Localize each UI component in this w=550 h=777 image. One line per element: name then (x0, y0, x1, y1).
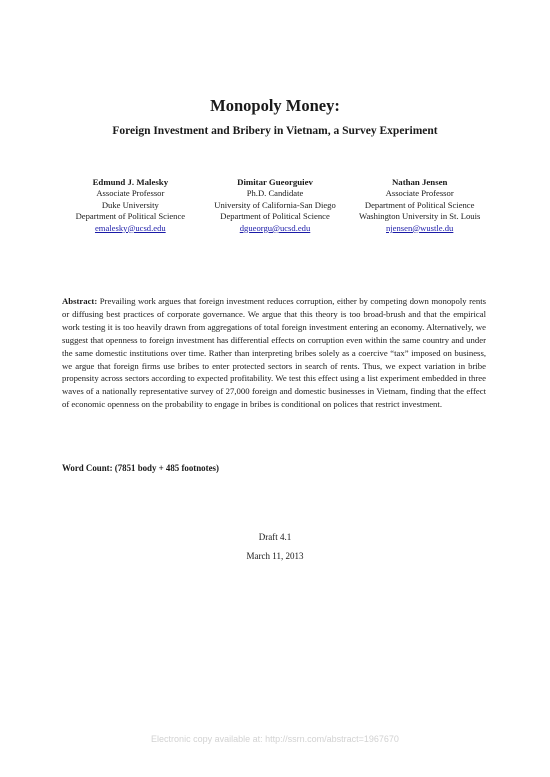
author-institution: University of California-San Diego (214, 199, 336, 210)
author-department: Department of Political Science (75, 211, 186, 222)
author-institution: Department of Political Science (364, 199, 475, 210)
paper-date: March 11, 2013 (246, 551, 304, 561)
author-name: Nathan Jensen (391, 177, 448, 187)
author-block (58, 177, 492, 234)
author-department: Department of Political Science (220, 211, 330, 222)
author-position: Ph.D. Candidate (246, 188, 304, 199)
author-3 (347, 177, 492, 234)
abstract-label: Abstract: (62, 296, 98, 306)
author-position: Associate Professor (385, 188, 454, 199)
author-email-link[interactable]: emalesky@ucsd.edu (94, 222, 166, 233)
author-2 (203, 177, 348, 234)
author-department: Washington University in St. Louis (359, 211, 481, 222)
abstract (62, 295, 486, 411)
abstract-text: Prevailing work argues that foreign investment reduces corruption, either by competing down monopoly rents or diffusing best practices of corporate governance. We argue that this theory is too broad-brush and that the empirical work testing it is too heavily drawn from aggregations of total foreign investment entering an economy. Alternatively, we suggest that openness to foreign investment has differential effects on corruption even within the same country and under the same domestic institutions over time. Rather than interpreting bribes solely as a coercive “tax” imposed on business, we argue that foreign firms use bribes to enter protected sectors in search of rents. Thus, we expect variation in bribe propensity across sectors according to expected profitability. We test this effect using a list experiment embedded in three waves of a nationally representative survey of 27,000 foreign and domestic businesses in Vietnam, finding that the effect of economic openness on the probability to engage in bribes is conditional on polices that restrict investment. (62, 296, 486, 410)
author-name: Dimitar Gueorguiev (237, 177, 313, 187)
author-1 (58, 177, 203, 234)
draft-version: Draft 4.1 (258, 532, 292, 542)
author-name: Edmund J. Malesky (92, 177, 169, 187)
paper-subtitle: Foreign Investment and Bribery in Vietnam, a Survey Experiment (112, 125, 438, 137)
ssrn-footer: Electronic copy available at: http://ssrn.com/abstract=1967670 (151, 734, 399, 744)
author-email-link[interactable]: dgueorgu@ucsd.edu (239, 222, 311, 233)
word-count: Word Count: (7851 body + 485 footnotes) (62, 463, 219, 473)
author-institution: Duke University (101, 199, 159, 210)
paper-title: Monopoly Money: (210, 96, 340, 115)
author-position: Associate Professor (96, 188, 165, 199)
author-email-link[interactable]: njensen@wustle.du (386, 222, 454, 233)
